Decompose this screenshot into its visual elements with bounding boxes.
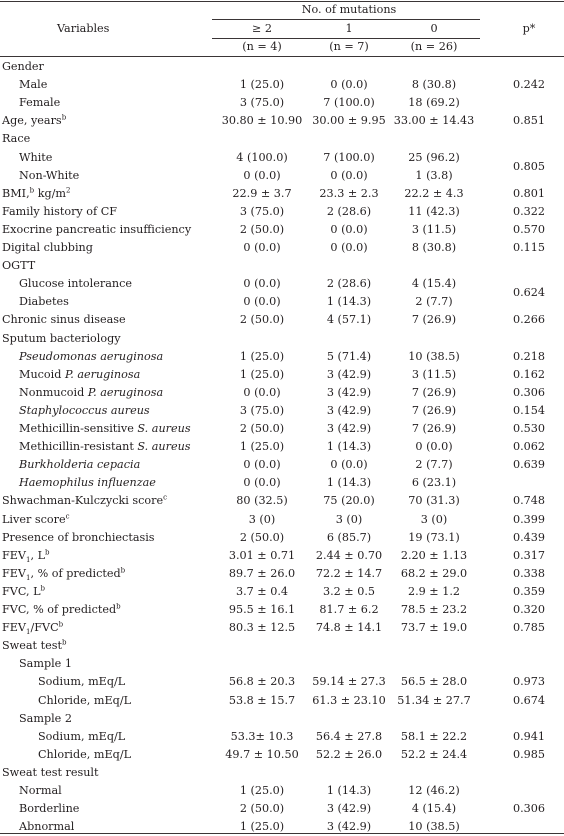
- value-1: 1 (14.3): [326, 784, 372, 797]
- value-0: 78.5 ± 23.2: [400, 603, 468, 616]
- p-value: 0.218: [512, 349, 546, 363]
- table-row: [0, 275, 564, 293]
- value-1: 3 (42.9): [326, 385, 372, 399]
- row-label: [2, 132, 30, 146]
- value-0: 33.00 ± 14.43: [393, 114, 475, 128]
- row-label: [19, 712, 72, 726]
- row-label-text: Mucoid: [19, 367, 65, 381]
- row-label: [2, 513, 70, 527]
- value-ge2: 0 (0.0): [243, 476, 281, 490]
- value-0: 70 (31.3): [408, 494, 460, 508]
- col-header-ge2: ≥ 2: [251, 22, 273, 35]
- value-ge2: 4 (100.0): [236, 150, 288, 164]
- row-label-subscript: 1: [26, 628, 31, 637]
- table-row: [0, 112, 564, 130]
- value-0: 58.1 ± 22.2: [400, 729, 468, 743]
- value-0: 4 (15.4): [411, 277, 457, 291]
- p-value: 0.570: [512, 222, 546, 236]
- value-0: 0 (0.0): [415, 440, 453, 454]
- value-1: 23.3 ± 2.3: [319, 186, 379, 200]
- row-label: [2, 60, 44, 74]
- p-header: p*: [522, 22, 536, 35]
- row-label-text: Chloride, mEq/L: [38, 693, 132, 707]
- row-label-text: FVC, % of predicted: [2, 603, 117, 616]
- row-label: [19, 657, 72, 671]
- table-row: [0, 583, 564, 601]
- value-ge2: 0 (0.0): [243, 241, 281, 254]
- row-label-text: OGTT: [2, 259, 36, 273]
- row-label-unit: , % of predicted: [30, 566, 121, 580]
- p-value: 0.266: [512, 313, 546, 327]
- row-label-text: Nonmucoid: [19, 385, 88, 399]
- row-label: [2, 549, 50, 563]
- row-label-text: Sample 1: [19, 657, 72, 671]
- value-0: 51.34 ± 27.7: [397, 693, 471, 707]
- value-1: 59.14 ± 27.3: [312, 675, 386, 689]
- value-0: 2 (7.7): [415, 458, 453, 472]
- table-row: [0, 456, 564, 474]
- row-label: [2, 766, 98, 780]
- table-row: [0, 167, 564, 185]
- value-1: 56.4 ± 27.8: [315, 729, 383, 743]
- bottom-rule: [0, 833, 564, 834]
- row-label: [2, 223, 191, 237]
- table-row: [0, 239, 564, 257]
- row-label-text: Sample 2: [19, 711, 72, 725]
- row-label-text: FEV: [2, 566, 27, 580]
- row-label-text: Haemophilus influenzae: [19, 476, 156, 490]
- value-0: 68.2 ± 29.0: [400, 566, 468, 580]
- table-row: [0, 547, 564, 565]
- value-1: 81.7 ± 6.2: [319, 603, 379, 616]
- value-0: 7 (26.9): [411, 313, 457, 327]
- value-1: 30.00 ± 9.95: [312, 114, 386, 128]
- row-label-text: Male: [19, 78, 48, 92]
- p-value: 0.941: [512, 729, 546, 743]
- p-value: 0.985: [512, 747, 546, 761]
- p-value-merged: 0.805: [512, 159, 546, 173]
- value-ge2: 1 (25.0): [239, 78, 285, 92]
- row-label-species: P. aeruginosa: [87, 385, 164, 399]
- value-1: 0 (0.0): [330, 458, 368, 472]
- value-1: 0 (0.0): [330, 168, 368, 182]
- row-label-text: Chronic sinus disease: [2, 313, 126, 327]
- p-value: 0.062: [512, 440, 546, 454]
- value-ge2: 80 (32.5): [236, 494, 288, 508]
- value-0: 12 (46.2): [408, 784, 460, 797]
- table-row: [0, 492, 564, 510]
- value-0: 18 (69.2): [408, 96, 460, 110]
- row-label: [19, 458, 140, 472]
- value-0: 6 (23.1): [411, 476, 457, 490]
- row-label-text: Family history of CF: [2, 204, 118, 218]
- row-label-text: Female: [19, 96, 61, 110]
- value-0: 73.7 ± 19.0: [400, 621, 468, 635]
- table-row: [0, 311, 564, 329]
- row-label: [2, 205, 117, 219]
- group-header: No. of mutations: [301, 3, 397, 16]
- value-ge2: 95.5 ± 16.1: [228, 603, 296, 616]
- row-label-text: Sputum bacteriology: [2, 331, 121, 345]
- row-label: [19, 386, 163, 400]
- row-label-footnote: b: [58, 620, 64, 629]
- p-value: 0.674: [512, 693, 546, 707]
- value-0: 7 (26.9): [411, 422, 457, 435]
- value-1: 3 (0): [335, 512, 363, 526]
- value-ge2: 1 (25.0): [239, 820, 285, 834]
- row-label-text: Borderline: [19, 802, 80, 816]
- row-label-text: Gender: [2, 60, 44, 73]
- table-row: [0, 529, 564, 547]
- table-row: [0, 185, 564, 203]
- table-row: [0, 800, 564, 818]
- value-0: 3 (0): [420, 512, 448, 526]
- row-label: [2, 621, 63, 635]
- value-ge2: 56.8 ± 20.3: [228, 675, 296, 689]
- table-row: [0, 511, 564, 529]
- row-label-footnote: c: [65, 511, 70, 520]
- value-ge2: 2 (50.0): [239, 530, 285, 544]
- value-ge2: 89.7 ± 26.0: [228, 566, 296, 580]
- table-row: [0, 601, 564, 619]
- row-label: [19, 422, 191, 436]
- value-ge2: 1 (25.0): [239, 784, 285, 797]
- row-label-text: Liver score: [2, 512, 66, 526]
- table-row: [0, 782, 564, 800]
- row-label: [19, 96, 60, 110]
- value-0: 8 (30.8): [411, 78, 457, 92]
- table-row: [0, 330, 564, 348]
- table-row: [0, 293, 564, 311]
- value-1: 2 (28.6): [326, 277, 372, 291]
- col-header-1: 1: [345, 22, 353, 35]
- row-label: [2, 313, 126, 327]
- p-value: 0.242: [512, 78, 546, 92]
- row-label-unit: kg/m: [34, 186, 67, 200]
- row-label-footnote: b: [61, 113, 67, 122]
- table-row: [0, 637, 564, 655]
- table-row: [0, 728, 564, 746]
- p-value-merged: 0.306: [512, 802, 546, 816]
- value-0: 8 (30.8): [411, 241, 457, 254]
- p-value: 0.973: [512, 675, 546, 689]
- group-underline: [212, 19, 480, 20]
- value-ge2: 80.3 ± 12.5: [228, 621, 296, 635]
- value-1: 72.2 ± 14.7: [315, 566, 383, 580]
- row-label-subscript: 1: [26, 574, 31, 583]
- table-row: [0, 474, 564, 492]
- p-value: 0.439: [512, 530, 546, 544]
- row-label-text: Pseudomonas aeruginosa: [19, 349, 164, 363]
- value-1: 6 (85.7): [326, 530, 372, 544]
- row-label-subscript: 1: [26, 555, 31, 564]
- value-1: 0 (0.0): [330, 241, 368, 254]
- row-label: [19, 277, 132, 291]
- row-label-text: Shwachman-Kulczycki score: [2, 494, 164, 508]
- row-label-text: White: [19, 150, 53, 164]
- value-ge2: 3 (75.0): [239, 403, 285, 417]
- p-value: 0.317: [512, 548, 546, 562]
- variables-header: Variables: [57, 22, 110, 35]
- row-label-text: Age, years: [2, 114, 62, 128]
- row-label-text: Sodium, mEq/L: [38, 675, 126, 689]
- row-label: [2, 639, 66, 653]
- row-label-footnote: b: [116, 602, 121, 611]
- row-label-species: S. aureus: [137, 440, 191, 454]
- row-label-text: Glucose intolerance: [19, 277, 132, 291]
- p-value: 0.306: [512, 385, 546, 399]
- table-row: [0, 420, 564, 438]
- p-value: 0.162: [512, 367, 546, 381]
- row-label: [19, 784, 62, 798]
- p-value: 0.399: [512, 512, 546, 526]
- row-label: [2, 114, 66, 128]
- row-label-text: Abnormal: [19, 820, 75, 834]
- row-label-footnote: b: [40, 584, 46, 593]
- row-label-unit: , L: [30, 548, 46, 562]
- value-1: 5 (71.4): [326, 349, 372, 363]
- row-label: [19, 802, 79, 816]
- row-label: [38, 748, 131, 762]
- row-label: [19, 404, 150, 418]
- value-1: 3 (42.9): [326, 422, 372, 435]
- row-label: [19, 368, 140, 382]
- row-label-species: S. aureus: [137, 422, 191, 435]
- value-1: 2.44 ± 0.70: [315, 548, 383, 562]
- row-label-text: Methicillin-resistant: [19, 440, 138, 454]
- value-0: 4 (15.4): [411, 802, 457, 816]
- table-row: [0, 76, 564, 94]
- row-label-text: Burkholderia cepacia: [19, 458, 141, 472]
- row-label-text: BMI,: [2, 186, 30, 200]
- table-row: [0, 673, 564, 691]
- row-label-text: Sodium, mEq/L: [38, 729, 126, 743]
- value-1: 74.8 ± 14.1: [315, 621, 383, 635]
- value-0: 25 (96.2): [408, 150, 460, 164]
- row-label-text: Digital clubbing: [2, 241, 93, 254]
- p-value: 0.851: [512, 114, 546, 128]
- value-ge2: 2 (50.0): [239, 802, 285, 816]
- row-label-text: Normal: [19, 784, 62, 797]
- value-ge2: 3.7 ± 0.4: [235, 584, 289, 598]
- row-label-text: Non-White: [19, 168, 80, 182]
- row-label: [38, 730, 125, 744]
- row-label: [38, 675, 125, 689]
- value-ge2: 2 (50.0): [239, 313, 285, 327]
- p-value: 0.359: [512, 584, 546, 598]
- row-label: [19, 440, 191, 454]
- value-ge2: 22.9 ± 3.7: [232, 186, 292, 200]
- row-label-text: Chloride, mEq/L: [38, 747, 132, 761]
- table-row: [0, 366, 564, 384]
- value-ge2: 2 (50.0): [239, 422, 285, 435]
- value-0: 2.20 ± 1.13: [400, 548, 468, 562]
- value-1: 61.3 ± 23.10: [312, 693, 386, 707]
- row-label-text: Sweat test result: [2, 765, 99, 779]
- row-label-footnote: b: [29, 185, 35, 194]
- row-label: [19, 295, 69, 309]
- value-0: 11 (42.3): [408, 204, 460, 218]
- row-label: [2, 603, 121, 617]
- p-value: 0.801: [512, 186, 546, 200]
- table-row: [0, 130, 564, 148]
- table-row: [0, 221, 564, 239]
- n-header-0: (n = 26): [410, 40, 458, 53]
- value-ge2: 0 (0.0): [243, 295, 281, 309]
- p-value: 0.785: [512, 621, 546, 635]
- table-row: [0, 384, 564, 402]
- value-1: 2 (28.6): [326, 204, 372, 218]
- p-value: 0.530: [512, 422, 546, 435]
- value-ge2: 3 (75.0): [239, 96, 285, 110]
- n-header-1: (n = 7): [329, 40, 369, 53]
- value-0: 2 (7.7): [415, 295, 453, 309]
- value-ge2: 0 (0.0): [243, 277, 281, 291]
- value-0: 56.5 ± 28.0: [400, 675, 468, 689]
- n-header-ge2: (n = 4): [242, 40, 282, 53]
- p-value-merged: 0.624: [512, 286, 546, 300]
- row-label-footnote: b: [120, 566, 126, 575]
- row-label-text: Sweat test: [2, 639, 62, 653]
- value-1: 0 (0.0): [330, 222, 368, 236]
- value-1: 3 (42.9): [326, 367, 372, 381]
- value-0: 19 (73.1): [408, 530, 460, 544]
- row-label: [19, 476, 156, 490]
- table-row: [0, 257, 564, 275]
- value-0: 2.9 ± 1.2: [407, 584, 461, 598]
- value-0: 3 (11.5): [411, 222, 457, 236]
- p-value: 0.154: [512, 403, 546, 417]
- value-1: 4 (57.1): [326, 313, 372, 327]
- p-value: 0.322: [512, 204, 546, 218]
- table-row: [0, 94, 564, 112]
- value-0: 22.2 ± 4.3: [404, 186, 464, 200]
- row-label: [19, 151, 52, 165]
- row-label-footnote: b: [61, 638, 67, 647]
- table-row: [0, 402, 564, 420]
- value-ge2: 1 (25.0): [239, 349, 285, 363]
- row-label: [2, 567, 125, 581]
- value-ge2: 53.8 ± 15.7: [228, 693, 296, 707]
- value-1: 0 (0.0): [330, 78, 368, 92]
- table-row: [0, 710, 564, 728]
- value-1: 3 (42.9): [326, 820, 372, 834]
- row-label-text: FVC, L: [2, 584, 41, 598]
- table-row: [0, 764, 564, 782]
- row-label: [2, 531, 155, 545]
- col-header-0: 0: [430, 22, 438, 35]
- value-ge2: 3 (0): [248, 512, 276, 526]
- value-ge2: 0 (0.0): [243, 458, 281, 472]
- p-value: 0.320: [512, 603, 546, 616]
- row-label: [19, 78, 47, 92]
- row-label-footnote: c: [163, 493, 168, 502]
- value-ge2: 2 (50.0): [239, 222, 285, 236]
- value-0: 52.2 ± 24.4: [400, 747, 468, 761]
- row-label-text: Exocrine pancreatic insufficiency: [2, 222, 192, 236]
- table-row: [0, 692, 564, 710]
- value-ge2: 0 (0.0): [243, 385, 281, 399]
- table-row: [0, 619, 564, 637]
- row-label-text: FEV: [2, 621, 27, 635]
- value-1: 1 (14.3): [326, 295, 372, 309]
- value-0: 7 (26.9): [411, 403, 457, 417]
- table-row: [0, 565, 564, 583]
- row-label: [19, 350, 163, 364]
- row-label-text: Diabetes: [19, 295, 69, 309]
- row-label: [2, 259, 35, 273]
- subhead-rule: [212, 38, 480, 39]
- value-1: 3.2 ± 0.5: [322, 584, 376, 598]
- row-label-footnote: b: [45, 547, 50, 556]
- p-value: 0.639: [512, 458, 546, 472]
- row-label-text: Methicillin-sensitive: [19, 422, 138, 435]
- value-0: 1 (3.8): [415, 168, 453, 182]
- p-value: 0.115: [512, 241, 546, 254]
- value-1: 75 (20.0): [323, 494, 375, 508]
- value-1: 1 (14.3): [326, 440, 372, 454]
- table-row: [0, 348, 564, 366]
- table-row: [0, 58, 564, 76]
- value-ge2: 3 (75.0): [239, 204, 285, 218]
- table-row: [0, 203, 564, 221]
- row-label-text: Presence of bronchiectasis: [2, 530, 155, 544]
- top-rule: [0, 1, 564, 2]
- value-ge2: 1 (25.0): [239, 440, 285, 454]
- row-label: [2, 494, 167, 508]
- row-label-footnote: 2: [66, 185, 71, 194]
- row-label: [2, 585, 45, 599]
- row-label-text: Staphylococcus aureus: [19, 403, 150, 417]
- value-1: 1 (14.3): [326, 476, 372, 490]
- value-1: 7 (100.0): [323, 96, 375, 110]
- row-label: [2, 187, 70, 201]
- value-ge2: 3.01 ± 0.71: [228, 548, 296, 562]
- p-value: 0.338: [512, 566, 546, 580]
- p-value: 0.748: [512, 494, 546, 508]
- row-label-text: FEV: [2, 548, 27, 562]
- row-label-species: P. aeruginosa: [64, 367, 141, 381]
- value-0: 3 (11.5): [411, 367, 457, 381]
- row-label-text: Race: [2, 132, 31, 146]
- value-1: 3 (42.9): [326, 802, 372, 816]
- value-1: 7 (100.0): [323, 150, 375, 164]
- value-0: 10 (38.5): [408, 349, 460, 363]
- row-label: [38, 694, 131, 708]
- row-label: [2, 332, 121, 346]
- row-label-unit: /FVC: [30, 621, 59, 635]
- value-0: 7 (26.9): [411, 385, 457, 399]
- value-ge2: 1 (25.0): [239, 367, 285, 381]
- row-label: [19, 169, 79, 183]
- row-label: [2, 241, 93, 255]
- table-row: [0, 149, 564, 167]
- value-0: 10 (38.5): [408, 820, 460, 834]
- table-row: [0, 746, 564, 764]
- value-ge2: 0 (0.0): [243, 168, 281, 182]
- value-ge2: 30.80 ± 10.90: [221, 114, 303, 128]
- value-ge2: 49.7 ± 10.50: [225, 747, 299, 761]
- value-ge2: 53.3± 10.3: [230, 729, 294, 743]
- value-1: 3 (42.9): [326, 403, 372, 417]
- table-row: [0, 655, 564, 673]
- value-1: 52.2 ± 26.0: [315, 747, 383, 761]
- table-row: [0, 438, 564, 456]
